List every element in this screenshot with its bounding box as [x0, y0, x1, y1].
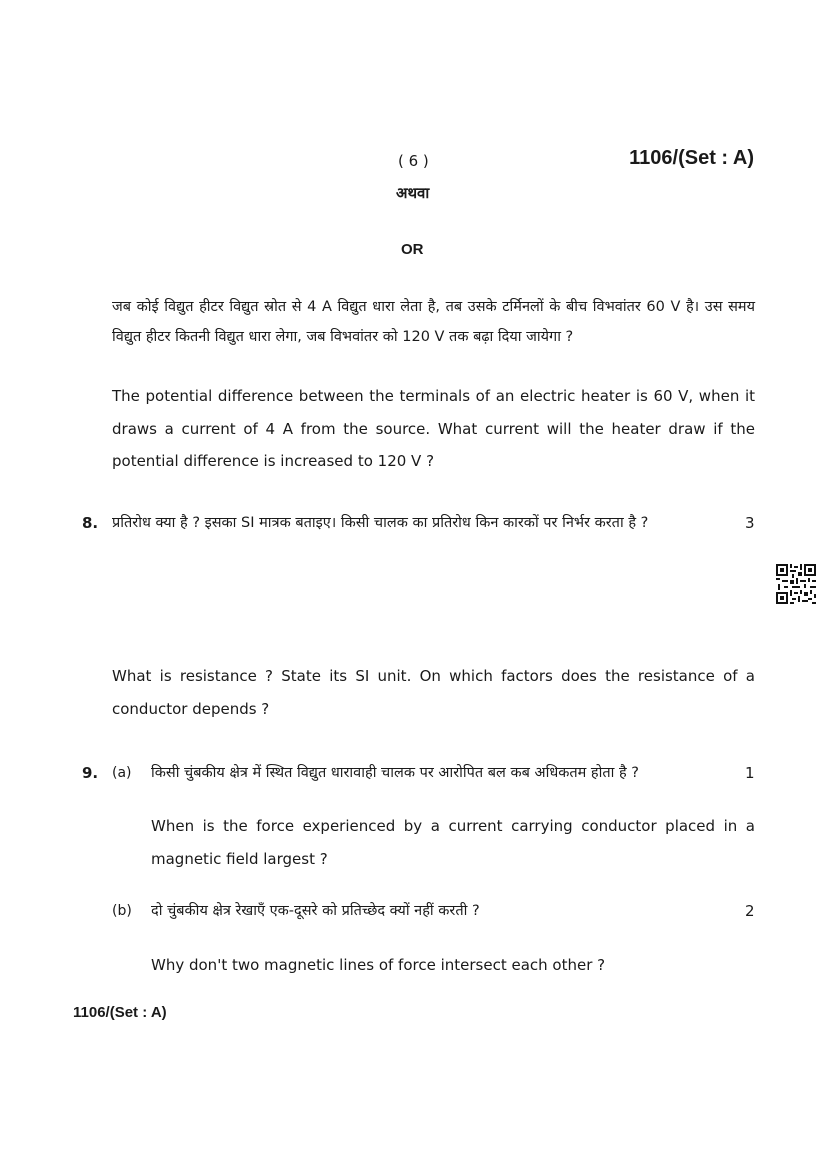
paper-code-footer: 1106/(Set : A)	[73, 1004, 167, 1021]
or-english: OR	[401, 241, 424, 258]
q8-hindi: प्रतिरोध क्या है ? इसका SI मात्रक बताइए। किसी चालक का प्रतिरोध किन कारकों पर निर्भर करता है ?	[112, 515, 649, 531]
q8-marks: 3	[745, 514, 755, 532]
q7-alt-hindi: जब कोई विद्युत हीटर विद्युत स्रोत से 4 A विद्युत धारा लेता है, तब उसके टर्मिनलों के बीच विभवांतर 60 V है। उस समय विद्युत हीटर कितनी विद्युत धारा लेगा, जब विभवांतर को 120 V तक बढ़ा दिया जायेगा ?	[112, 299, 755, 345]
q9b-marks: 2	[745, 902, 755, 920]
paper-code-header: 1106/(Set : A)	[629, 147, 754, 169]
q9b-hindi: दो चुंबकीय क्षेत्र रेखाएँ एक-दूसरे को प्रतिच्छेद क्यों नहीं करती ?	[151, 903, 480, 919]
q9b-label: (b)	[112, 903, 132, 919]
q9-number: 9.	[82, 764, 99, 782]
or-hindi: अथवा	[396, 184, 430, 202]
q9a-english: When is the force experienced by a current carrying conductor placed in a magnetic field largest ?	[151, 817, 755, 868]
page-number: ( 6 )	[398, 152, 429, 170]
q9b-english: Why don't two magnetic lines of force intersect each other ?	[151, 956, 606, 974]
q7-alt-english: The potential difference between the terminals of an electric heater is 60 V, when it draws a current of 4 A from the source. What current will the heater draw if the potential difference is increased to 120 V ?	[112, 387, 755, 470]
qr-code	[776, 564, 816, 604]
q8-english: What is resistance ? State its SI unit. On which factors does the resistance of a conductor depends ?	[112, 667, 755, 718]
q8-number: 8.	[82, 514, 99, 532]
q9a-marks: 1	[745, 764, 755, 782]
q9a-label: (a)	[112, 765, 132, 781]
q9a-hindi: किसी चुंबकीय क्षेत्र में स्थित विद्युत धारावाही चालक पर आरोपित बल कब अधिकतम होता है ?	[151, 765, 640, 781]
